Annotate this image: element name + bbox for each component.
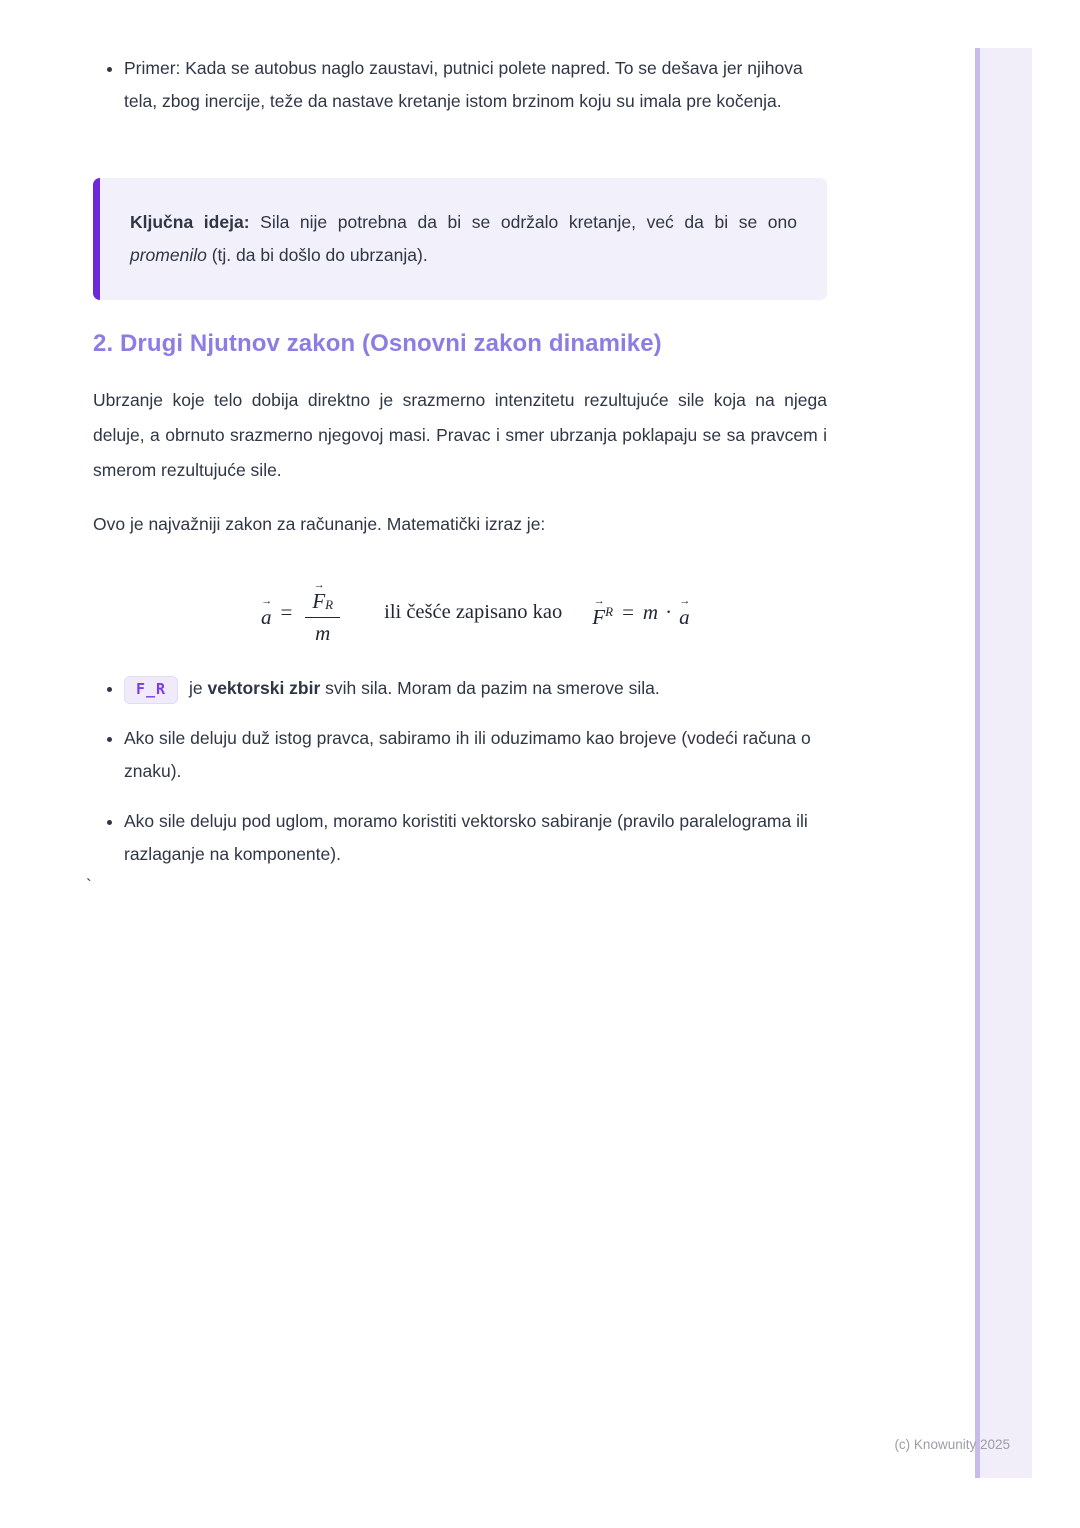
footer-copyright: (c) Knowunity 2025	[894, 1437, 1010, 1452]
fraction-FR-over-m	[305, 578, 340, 645]
vector-F: → F	[592, 594, 606, 629]
equals-sign: =	[622, 599, 634, 624]
newton-second-law-formula	[93, 568, 827, 656]
vector-arrow-icon: →	[679, 594, 690, 607]
vector-F: → F	[312, 579, 326, 614]
formula-lead-in: Ovo je najvažniji zakon za računanje. Matematički izraz je:	[93, 514, 546, 534]
callout-text-before: Sila nije potrebna da bi se održalo kretanje, već da bi se ono	[260, 212, 797, 232]
intro-bullet-list	[93, 52, 827, 118]
FR-code-badge: F_R	[124, 676, 178, 704]
next-page-edge-strip	[975, 48, 1032, 1478]
vector-arrow-icon: →	[593, 594, 604, 607]
section-heading: 2. Drugi Njutnov zakon (Osnovni zakon dinamike)	[93, 330, 662, 357]
multiplication-dot: ·	[665, 599, 673, 624]
bullet-item-angle: • Ako sile deluju pod uglom, moramo koristiti vektorsko sabiranje (pravilo paralelograma ili razlaganje na komponente).	[124, 805, 827, 871]
law-paragraph: Ubrzanje koje telo dobija direktno je srazmerno intenzitetu rezultujuće sile koja na njega deluje, a obrnuto srazmerno njegovoj masi. Pravac i smer ubrzanja poklapaju se sa pravcem i smerom rezultujuće sile.	[93, 390, 827, 480]
callout-italic-word: promenilo	[130, 245, 207, 265]
callout-label: Ključna ideja:	[130, 212, 250, 232]
equals-sign: =	[280, 599, 293, 624]
key-idea-callout	[93, 178, 827, 300]
mass-m: m	[642, 599, 659, 624]
vector-a: → a	[261, 594, 272, 629]
vector-arrow-icon: →	[261, 594, 272, 607]
formula-middle-text: ili češće zapisano kao	[384, 600, 563, 623]
denominator-m: m	[315, 620, 331, 645]
bullet-item-vector-sum: • F_R je vektorski zbir svih sila. Moram da pazim na smerove sila.	[124, 672, 827, 705]
intro-bullet-item: • Primer: Kada se autobus naglo zaustavi, putnici polete napred. To se dešava jer njihova tela, zbog inercije, teže da nastave kretanje istom brzinom koju su imala pre kočenja.	[124, 52, 827, 118]
vector-arrow-icon: →	[313, 579, 324, 592]
subscript-R: R	[605, 604, 614, 619]
callout-text-after: (tj. da bi došlo do ubrzanja).	[211, 245, 428, 265]
subscript-R: R	[325, 596, 334, 612]
vector-a: → a	[679, 594, 690, 629]
bullet-item-same-direction: • Ako sile deluju duž istog pravca, sabiramo ih ili oduzimamo kao brojeve (vodeći računa o znaku).	[124, 722, 827, 788]
explanation-bullet-list	[93, 672, 827, 888]
stray-backtick-character: `	[86, 876, 92, 895]
